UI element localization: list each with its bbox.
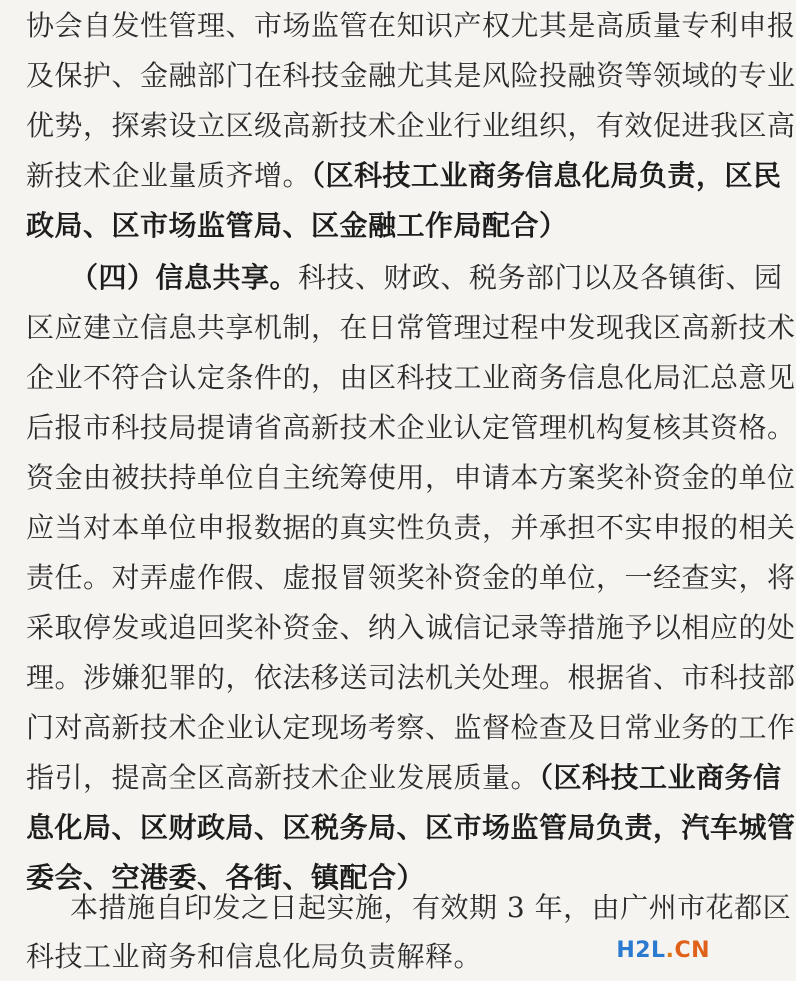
line-text: 应当对本单位申报数据的真实性负责，并承担不实申报的相关 [26,511,796,544]
section-heading-line [70,258,783,298]
line-text: 及保护、金融部门在科技金融尤其是风险投融资等领域的专业 [26,59,796,92]
paragraph-line [26,708,796,748]
responsibility-note: 政局、区市场监管局、区金融工作局配合） [26,209,568,242]
line-text: 理。涉嫌犯罪的，依法移送司法机关处理。根据省、市科技部 [26,661,796,694]
line-text: 优势，探索设立区级高新技术企业行业组织，有效促进我区高 [26,109,796,142]
paragraph-line [26,558,796,598]
paragraph-line [70,888,792,928]
responsibility-note: 委会、空港委、各街、镇配合） [26,861,426,894]
line-text: 资金由被扶持单位自主统筹使用，申请本方案奖补资金的单位 [26,461,796,494]
watermark-cn: CN [674,938,710,963]
paragraph-line [26,758,782,798]
site-watermark [616,938,710,963]
responsibility-note: 息化局、区财政局、区税务局、区市场监管局负责，汽车城管 [26,811,796,844]
line-text: 协会自发性管理、市场监管在知识产权尤其是高质量专利申报 [26,9,796,42]
paragraph-line [26,808,796,848]
paragraph-line [26,56,796,96]
line-text: 企业不符合认定条件的，由区科技工业商务信息化局汇总意见 [26,361,796,394]
paragraph-line [26,508,796,548]
watermark-dot: . [665,938,675,963]
line-text: 本措施自印发之日起实施，有效期 3 年，由广州市花都区 [70,891,792,924]
paragraph-line [26,156,782,196]
line-text: 指引，提高全区高新技术企业发展质量。 [26,761,540,794]
line-text: 科技、财政、税务部门以及各镇街、园 [298,261,783,294]
paragraph-line [26,458,796,498]
paragraph-line [26,358,796,398]
paragraph-line [26,658,796,698]
paragraph-line [26,937,706,977]
line-text: 新技术企业量质齐增。 [26,159,312,192]
line-text: 区应建立信息共享机制，在日常管理过程中发现我区高新技术 [26,311,796,344]
paragraph-line [26,106,796,146]
paragraph-line [26,6,796,46]
section-heading: （四）信息共享。 [70,261,299,294]
line-text: 后报市科技局提请省高新技术企业认定管理机构复核其资格。 [26,411,796,444]
line-text: 科技工业商务和信息化局负责解释。 [26,940,483,973]
line-text: 采取停发或追回奖补资金、纳入诚信记录等措施予以相应的处 [26,611,796,644]
line-text: 门对高新技术企业认定现场考察、监督检查及日常业务的工作 [26,711,796,744]
paragraph-line [26,408,796,448]
line-text: 责任。对弄虚作假、虚报冒领奖补资金的单位，一经查实，将 [26,561,796,594]
watermark-h2l: H2L [616,938,666,963]
paragraph-line [26,308,796,348]
responsibility-note: （区科技工业商务信 [539,761,782,794]
paragraph-line [26,608,796,648]
paragraph-line [26,206,706,246]
responsibility-note: （区科技工业商务信息化局负责，区民 [311,159,782,192]
